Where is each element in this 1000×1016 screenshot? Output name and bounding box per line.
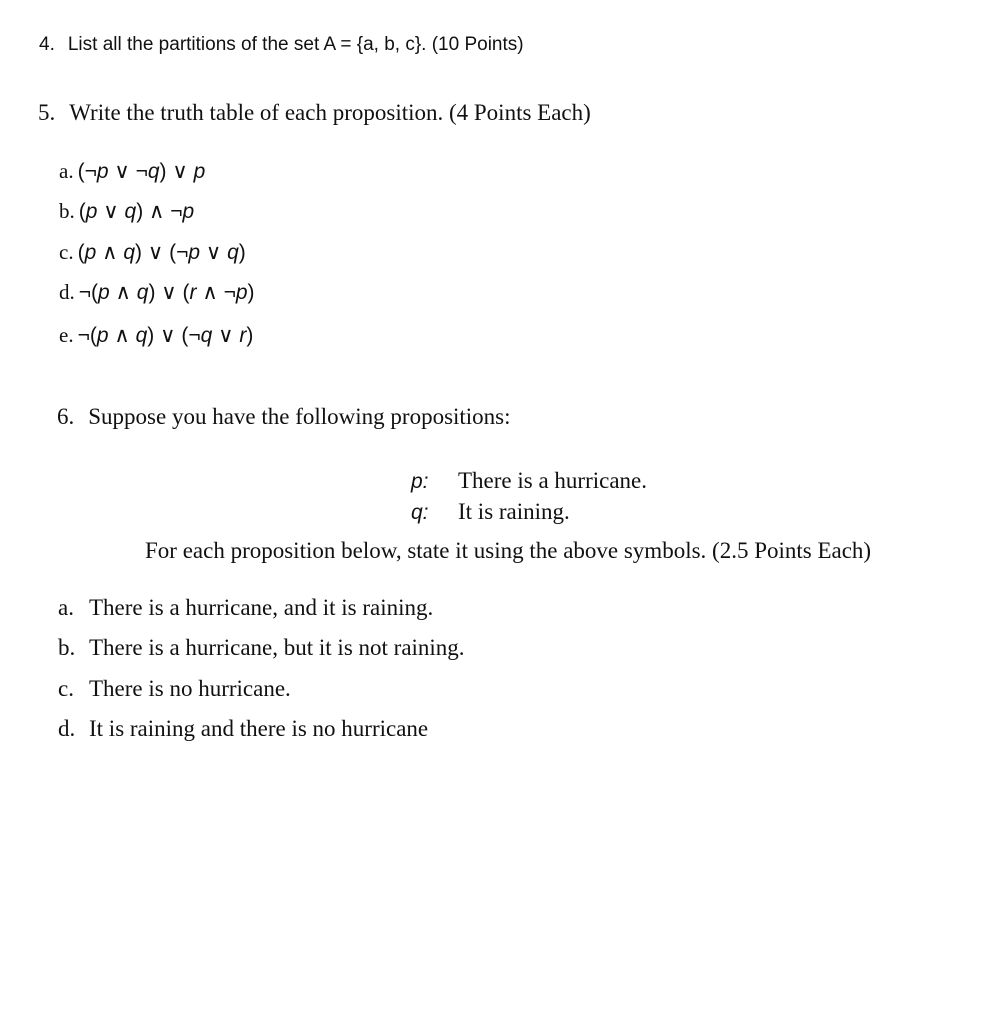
definition-q	[411, 499, 711, 527]
proposition-b-letter: b.	[59, 199, 75, 223]
definition-p-text: There is a hurricane.	[458, 468, 648, 493]
proposition-a	[59, 159, 205, 184]
proposition-e-letter: e.	[59, 323, 74, 347]
definition-p-symbol: p:	[411, 470, 429, 493]
question-4-text: List all the partitions of the set A = {a, b, c}. (10 Points)	[67, 34, 524, 55]
proposition-d-letter: d.	[59, 280, 75, 304]
proposition-d	[59, 280, 255, 305]
proposition-c	[59, 240, 246, 265]
question-5-number: 5.	[38, 100, 56, 125]
statement-d-letter: d.	[58, 716, 76, 741]
definition-p	[411, 468, 711, 496]
statement-d-text: It is raining and there is no hurricane	[89, 716, 429, 741]
question-6-text: Suppose you have the following propositions:	[88, 404, 511, 429]
question-4	[39, 34, 524, 56]
proposition-c-expression: (p ∧ q) ∨ (¬p ∨ q)	[77, 241, 246, 264]
proposition-b	[59, 199, 194, 224]
proposition-c-letter: c.	[59, 240, 74, 264]
question-6	[57, 404, 511, 430]
proposition-e	[59, 323, 253, 348]
statement-a-letter: a.	[58, 595, 74, 620]
definition-q-symbol: q:	[411, 501, 429, 524]
proposition-a-expression: (¬p ∨ ¬q) ∨ p	[77, 160, 206, 183]
question-5	[38, 100, 591, 126]
statement-b-text: There is a hurricane, but it is not raining.	[89, 635, 465, 660]
statement-b-letter: b.	[58, 635, 76, 660]
definition-q-text: It is raining.	[458, 499, 570, 524]
proposition-d-expression: ¬(p ∧ q) ∨ (r ∧ ¬p)	[78, 281, 255, 304]
proposition-a-letter: a.	[59, 159, 74, 183]
statement-d	[58, 716, 428, 742]
question-6-number: 6.	[57, 404, 75, 429]
question-6-instruction: For each proposition below, state it using the above symbols. (2.5 Points Each)	[145, 538, 872, 563]
statement-c	[58, 676, 291, 702]
statement-a-text: There is a hurricane, and it is raining.	[89, 595, 434, 620]
statement-b	[58, 635, 465, 661]
question-4-number: 4.	[39, 34, 55, 55]
statement-c-letter: c.	[58, 676, 74, 701]
proposition-b-expression: (p ∨ q) ∧ ¬p	[78, 200, 195, 223]
question-5-text: Write the truth table of each proposition. (4 Points Each)	[69, 100, 591, 125]
statement-a	[58, 595, 433, 621]
proposition-e-expression: ¬(p ∧ q) ∨ (¬q ∨ r)	[77, 324, 254, 347]
statement-c-text: There is no hurricane.	[89, 676, 291, 701]
